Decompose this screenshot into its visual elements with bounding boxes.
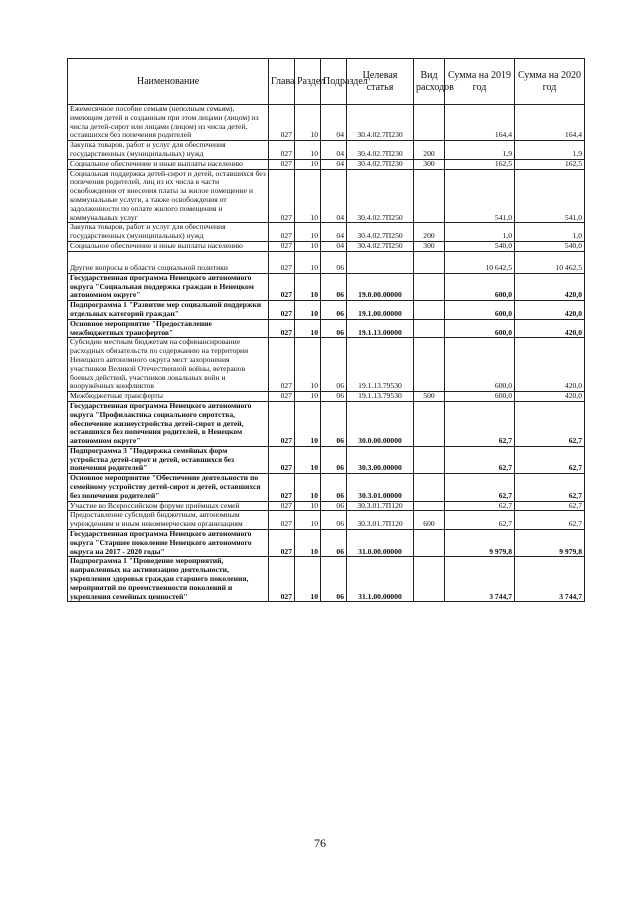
cell-sum2020: 162,5 xyxy=(515,159,585,169)
cell-sum2020: 420,0 xyxy=(515,392,585,402)
cell-glava: 027 xyxy=(269,301,295,320)
cell-razdel: 10 xyxy=(295,474,321,501)
cell-target: 19.1.00.00000 xyxy=(347,301,414,320)
cell-razdel: 10 xyxy=(295,530,321,557)
table-row xyxy=(68,241,585,251)
cell-sum2019: 1,9 xyxy=(445,141,515,160)
cell-vid: 200 xyxy=(414,223,445,242)
cell-sum2019: 1,0 xyxy=(445,223,515,242)
cell-glava: 027 xyxy=(269,530,295,557)
cell-glava: 027 xyxy=(269,392,295,402)
cell-vid: 300 xyxy=(414,159,445,169)
cell-glava: 027 xyxy=(269,511,295,530)
cell-vid: 200 xyxy=(414,141,445,160)
cell-podrazdel: 06 xyxy=(321,251,347,273)
cell-target: 30.3.00.00000 xyxy=(347,446,414,473)
budget-table xyxy=(67,58,585,602)
cell-razdel: 10 xyxy=(295,319,321,338)
cell-glava: 027 xyxy=(269,241,295,251)
cell-glava: 027 xyxy=(269,557,295,602)
cell-vid xyxy=(414,557,445,602)
cell-name: Закупка товаров, работ и услуг для обеспечения государственных (муниципальных) нужд xyxy=(68,223,269,242)
cell-podrazdel: 04 xyxy=(321,159,347,169)
cell-name: Подпрограмма 1 "Развитие мер социальной поддержки отдельных категорий граждан" xyxy=(68,301,269,320)
cell-target: 30.4.02.7П230 xyxy=(347,105,414,141)
cell-glava: 027 xyxy=(269,401,295,446)
table-row xyxy=(68,401,585,446)
cell-target: 30.4.02.7П250 xyxy=(347,241,414,251)
cell-target: 19.1.13.79530 xyxy=(347,338,414,392)
cell-name: Другие вопросы в области социальной политики xyxy=(68,251,269,273)
cell-sum2020: 62,7 xyxy=(515,501,585,511)
col-header-podrazdel: Подраздел xyxy=(321,59,347,105)
cell-sum2020: 62,7 xyxy=(515,474,585,501)
cell-vid: 600 xyxy=(414,511,445,530)
table-row xyxy=(68,338,585,392)
cell-name: Социальное обеспечение и иные выплаты населению xyxy=(68,241,269,251)
cell-vid xyxy=(414,301,445,320)
cell-name: Межбюджетные трансферты xyxy=(68,392,269,402)
table-row xyxy=(68,511,585,530)
cell-target: 30.3.01.7П120 xyxy=(347,511,414,530)
table-row xyxy=(68,446,585,473)
cell-sum2019: 9 979,8 xyxy=(445,530,515,557)
cell-glava: 027 xyxy=(269,474,295,501)
cell-glava: 027 xyxy=(269,251,295,273)
cell-glava: 027 xyxy=(269,501,295,511)
table-row xyxy=(68,319,585,338)
cell-podrazdel: 04 xyxy=(321,241,347,251)
col-header-razdel: Раздел xyxy=(295,59,321,105)
cell-razdel: 10 xyxy=(295,557,321,602)
table-row xyxy=(68,474,585,501)
cell-target: 31.1.00.00000 xyxy=(347,557,414,602)
cell-sum2020: 10 462,5 xyxy=(515,251,585,273)
cell-vid xyxy=(414,501,445,511)
cell-sum2020: 9 979,8 xyxy=(515,530,585,557)
cell-target: 30.0.00.00000 xyxy=(347,401,414,446)
cell-sum2019: 62,7 xyxy=(445,474,515,501)
cell-razdel: 10 xyxy=(295,241,321,251)
table-row xyxy=(68,159,585,169)
cell-vid xyxy=(414,530,445,557)
cell-glava: 027 xyxy=(269,446,295,473)
cell-target: 30.4.02.7П250 xyxy=(347,223,414,242)
cell-vid xyxy=(414,338,445,392)
cell-name: Основное мероприятие "Обеспечение деятельности по семейному устройству детей-сирот и детей, оставшихся без попечения родителей" xyxy=(68,474,269,501)
cell-name: Ежемесячное пособие семьям (неполным семьям), имеющим детей и созданным при этом лицами (лицом) из числа детей-сирот или лицами (лицом) из числа детей, оставшихся без попечения родителей xyxy=(68,105,269,141)
cell-sum2019: 62,7 xyxy=(445,501,515,511)
cell-podrazdel: 06 xyxy=(321,446,347,473)
cell-podrazdel: 06 xyxy=(321,474,347,501)
col-header-target: Целевая статья xyxy=(347,59,414,105)
col-header-name: Наименование xyxy=(68,59,269,105)
cell-razdel: 10 xyxy=(295,338,321,392)
cell-sum2019: 10 642,5 xyxy=(445,251,515,273)
cell-sum2020: 164,4 xyxy=(515,105,585,141)
cell-podrazdel: 06 xyxy=(321,530,347,557)
col-header-sum2019: Сумма на 2019 год xyxy=(445,59,515,105)
cell-razdel: 10 xyxy=(295,392,321,402)
cell-sum2019: 62,7 xyxy=(445,511,515,530)
cell-razdel: 10 xyxy=(295,159,321,169)
cell-podrazdel: 04 xyxy=(321,169,347,223)
table-row xyxy=(68,392,585,402)
cell-vid: 300 xyxy=(414,241,445,251)
cell-vid xyxy=(414,169,445,223)
cell-razdel: 10 xyxy=(295,501,321,511)
cell-podrazdel: 04 xyxy=(321,223,347,242)
cell-razdel: 10 xyxy=(295,223,321,242)
cell-vid xyxy=(414,401,445,446)
cell-podrazdel: 06 xyxy=(321,338,347,392)
cell-podrazdel: 06 xyxy=(321,511,347,530)
cell-podrazdel: 06 xyxy=(321,273,347,300)
page-number: 76 xyxy=(314,836,326,850)
cell-sum2020: 1,0 xyxy=(515,223,585,242)
cell-sum2020: 62,7 xyxy=(515,446,585,473)
cell-sum2020: 3 744,7 xyxy=(515,557,585,602)
cell-sum2020: 420,0 xyxy=(515,273,585,300)
cell-name: Государственная программа Ненецкого автономного округа "Старшее поколение Ненецкого автономного округа на 2017 - 2020 годы" xyxy=(68,530,269,557)
cell-glava: 027 xyxy=(269,223,295,242)
cell-sum2019: 600,0 xyxy=(445,338,515,392)
cell-podrazdel: 04 xyxy=(321,141,347,160)
table-row xyxy=(68,530,585,557)
table-row xyxy=(68,557,585,602)
table-row xyxy=(68,251,585,273)
cell-glava: 027 xyxy=(269,273,295,300)
cell-podrazdel: 06 xyxy=(321,392,347,402)
cell-razdel: 10 xyxy=(295,301,321,320)
cell-name: Подпрограмма 3 "Поддержка семейных форм устройства детей-сирот и детей, оставшихся без попечения родителей" xyxy=(68,446,269,473)
cell-name: Закупка товаров, работ и услуг для обеспечения государственных (муниципальных) нужд xyxy=(68,141,269,160)
cell-sum2020: 540,0 xyxy=(515,241,585,251)
cell-razdel: 10 xyxy=(295,105,321,141)
cell-sum2019: 541,0 xyxy=(445,169,515,223)
cell-name: Социальное обеспечение и иные выплаты населению xyxy=(68,159,269,169)
cell-vid xyxy=(414,474,445,501)
cell-podrazdel: 06 xyxy=(321,557,347,602)
cell-target: 30.4.02.7П230 xyxy=(347,141,414,160)
cell-target: 19.0.00.00000 xyxy=(347,273,414,300)
table-row xyxy=(68,105,585,141)
cell-sum2019: 540,0 xyxy=(445,241,515,251)
cell-vid: 500 xyxy=(414,392,445,402)
col-header-glava: Глава xyxy=(269,59,295,105)
cell-razdel: 10 xyxy=(295,401,321,446)
cell-name: Государственная программа Ненецкого автономного округа "Социальная поддержка граждан в Ненецком автономном округе" xyxy=(68,273,269,300)
cell-sum2019: 3 744,7 xyxy=(445,557,515,602)
cell-razdel: 10 xyxy=(295,446,321,473)
cell-target: 30.4.02.7П250 xyxy=(347,169,414,223)
cell-name: Подпрограмма 1 "Проведение мероприятий, направленных на активизацию деятельности, укрепления здоровья граждан старшего поколения, мероприятий по преемственности поколений и укрепления семейных ценностей" xyxy=(68,557,269,602)
cell-podrazdel: 06 xyxy=(321,501,347,511)
cell-sum2020: 420,0 xyxy=(515,301,585,320)
cell-glava: 027 xyxy=(269,319,295,338)
cell-sum2019: 600,0 xyxy=(445,319,515,338)
cell-vid xyxy=(414,319,445,338)
table-body xyxy=(68,105,585,602)
cell-razdel: 10 xyxy=(295,511,321,530)
cell-name: Предоставление субсидий бюджетным, автономным учреждениям и иным некоммерческим организациям xyxy=(68,511,269,530)
cell-razdel: 10 xyxy=(295,251,321,273)
cell-podrazdel: 06 xyxy=(321,401,347,446)
cell-vid xyxy=(414,446,445,473)
cell-sum2020: 1,9 xyxy=(515,141,585,160)
col-header-vid: Вид расходов xyxy=(414,59,445,105)
cell-target: 31.0.00.00000 xyxy=(347,530,414,557)
cell-vid xyxy=(414,273,445,300)
cell-sum2020: 62,7 xyxy=(515,511,585,530)
cell-razdel: 10 xyxy=(295,273,321,300)
cell-sum2019: 600,0 xyxy=(445,301,515,320)
cell-sum2019: 600,0 xyxy=(445,273,515,300)
cell-glava: 027 xyxy=(269,141,295,160)
cell-name: Государственная программа Ненецкого автономного округа "Профилактика социального сиротства, обеспечение жизнеустройства детей-сирот и детей, оставшихся без попечения родителей, в Ненецком автономном округе" xyxy=(68,401,269,446)
cell-name: Субсидии местным бюджетам на софинансирование расходных обязательств по содержанию на территории Ненецкого автономного округа мест захоронения участников Великой Отечественной войны, ветеранов боевых действий, участников локальных войн и вооружённых конфликтов xyxy=(68,338,269,392)
cell-name: Социальная поддержка детей-сирот и детей, оставшихся без попечения родителей, лиц из их числа в части освобождения от внесения платы за жилое помещение и коммунальные услуги, а также освобождения от задолженности по оплате жилого помещения и коммунальных услуг xyxy=(68,169,269,223)
cell-vid xyxy=(414,105,445,141)
table-row xyxy=(68,301,585,320)
cell-razdel: 10 xyxy=(295,169,321,223)
cell-glava: 027 xyxy=(269,105,295,141)
cell-target: 30.3.01.7П120 xyxy=(347,501,414,511)
table-row xyxy=(68,223,585,242)
cell-sum2019: 162,5 xyxy=(445,159,515,169)
cell-glava: 027 xyxy=(269,338,295,392)
header-row xyxy=(68,59,585,105)
col-header-sum2020: Сумма на 2020 год xyxy=(515,59,585,105)
cell-podrazdel: 04 xyxy=(321,105,347,141)
cell-sum2019: 164,4 xyxy=(445,105,515,141)
cell-sum2019: 62,7 xyxy=(445,446,515,473)
cell-podrazdel: 06 xyxy=(321,319,347,338)
table-row xyxy=(68,141,585,160)
cell-sum2019: 600,0 xyxy=(445,392,515,402)
cell-target: 30.3.01.00000 xyxy=(347,474,414,501)
cell-sum2020: 541,0 xyxy=(515,169,585,223)
cell-sum2020: 420,0 xyxy=(515,338,585,392)
cell-name: Основное мероприятие "Предоставление межбюджетных трансфертов" xyxy=(68,319,269,338)
cell-glava: 027 xyxy=(269,159,295,169)
cell-podrazdel: 06 xyxy=(321,301,347,320)
table-row xyxy=(68,169,585,223)
cell-sum2019: 62,7 xyxy=(445,401,515,446)
cell-target: 19.1.13.00000 xyxy=(347,319,414,338)
cell-razdel: 10 xyxy=(295,141,321,160)
cell-target: 19.1.13.79530 xyxy=(347,392,414,402)
cell-target: 30.4.02.7П230 xyxy=(347,159,414,169)
cell-vid xyxy=(414,251,445,273)
cell-sum2020: 62,7 xyxy=(515,401,585,446)
cell-target xyxy=(347,251,414,273)
cell-name: Участие во Всероссийском форуме приёмных семей xyxy=(68,501,269,511)
cell-glava: 027 xyxy=(269,169,295,223)
table-row xyxy=(68,273,585,300)
cell-sum2020: 420,0 xyxy=(515,319,585,338)
